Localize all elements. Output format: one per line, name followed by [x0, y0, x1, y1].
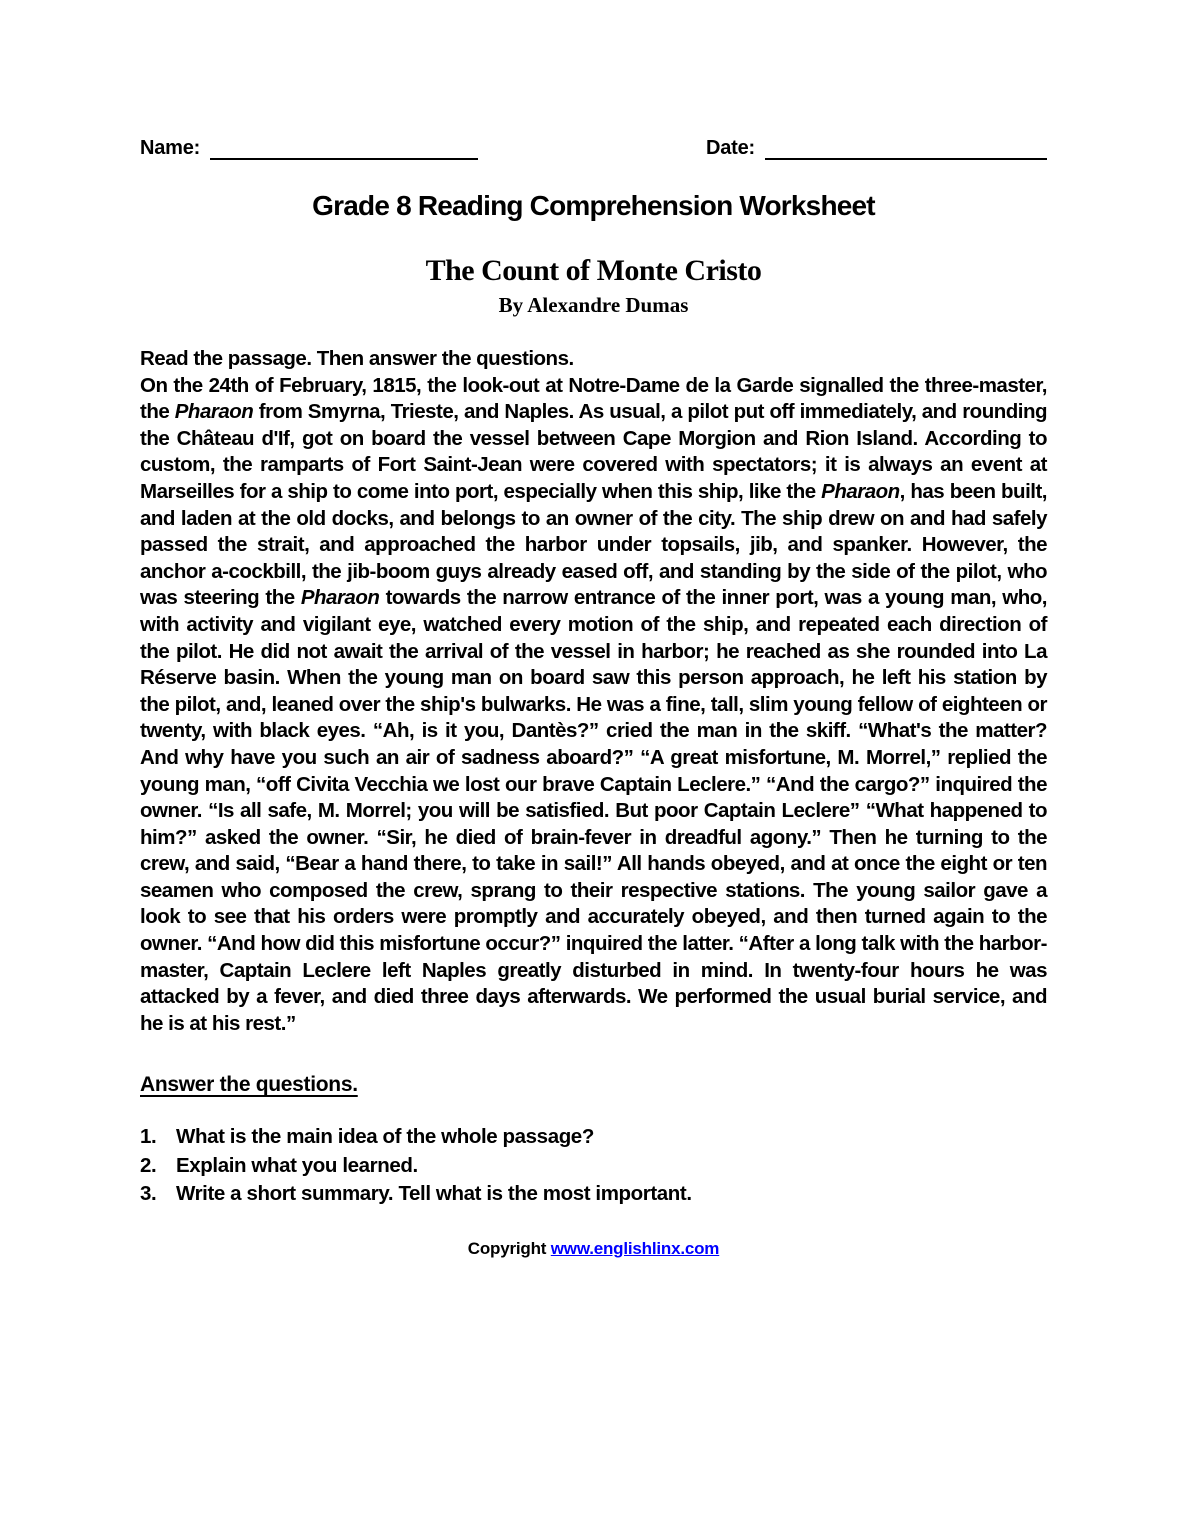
question-item-2: [140, 1152, 1047, 1181]
passage-title: The Count of Monte Cristo: [425, 254, 762, 287]
passage-text: On the 24th of February, 1815, the look-out at Notre-Dame de la Garde signalled the three-master, the Pharaon from Smyrna, Trieste, and Naples. As usual, a pilot put off immediately, and rounding the Château d'If, got on board the vessel between Cape Morgion and Rion Island. According to custom, the ramparts of Fort Saint-Jean were covered with spectators; it is always an event at Marseilles for a ship to come into port, especially when this ship, like the Pharaon, has been built, and laden at the old docks, and belongs to an owner of the city. The ship drew on and had safely passed the strait, and approached the harbor under topsails, jib, and spanker. However, the anchor a-cockbill, the jib-boom guys already eased off, and standing by the side of the pilot, who was steering the Pharaon towards the narrow entrance of the inner port, was a young man, who, with activity and vigilant eye, watched every motion of the ship, and repeated each direction of the pilot. He did not await the arrival of the vessel in harbor; he reached as she rounded into La Réserve basin. When the young man on board saw this person approach, he left his station by the pilot, and, leaned over the ship's bulwarks. He was a fine, tall, slim young fellow of eighteen or twenty, with black eyes. “Ah, is it you, Dantès?” cried the man in the skiff. “What's the matter? And why have you such an air of sadness aboard?” “A great misfortune, M. Morrel,” replied the young man, “off Civita Vecchia we lost our brave Captain Leclere.” “And the cargo?” inquired the owner. “Is all safe, M. Morrel; you will be satisfied. But poor Captain Leclere” “What happened to him?” asked the owner. “Sir, he died of brain-fever in dreadful agony.” Then he turning to the crew, and said, “Bear a hand there, to take in sail!” All hands obeyed, and at once the eight or ten seamen who composed the crew, sprang to their respective stations. The young sailor gave a look to see that his orders were promptly and accurately obeyed, and then turned again to the owner. “And how did this misfortune occur?” inquired the latter. “After a long talk with the harbor-master, Captain Leclere left Naples greatly disturbed in mind. In twenty-four hours he was attacked by a fever, and died three days afterwards. We performed the usual burial service, and he is at his rest.”: [140, 373, 1047, 1035]
date-label: Date:: [705, 137, 755, 159]
name-blank-line[interactable]: [210, 136, 478, 160]
question-text: Write a short summary. Tell what is the most important.: [176, 1182, 692, 1206]
question-item-1: [140, 1123, 1047, 1152]
copyright-label: Copyright: [467, 1238, 551, 1258]
name-label: Name:: [140, 137, 201, 159]
question-text: What is the main idea of the whole passage?: [176, 1125, 594, 1149]
question-item-3: [140, 1180, 1047, 1209]
name-field-group: [140, 136, 478, 160]
question-text: Explain what you learned.: [176, 1153, 418, 1177]
byline: By Alexandre Dumas: [498, 293, 689, 317]
question-number: 2.: [140, 1153, 157, 1177]
name-date-row: [140, 136, 1047, 160]
date-field-group: [706, 136, 1047, 160]
questions-list: [140, 1123, 1047, 1209]
date-blank-line[interactable]: [765, 136, 1047, 160]
footer: [140, 1239, 1047, 1259]
answer-questions-heading: Answer the questions.: [140, 1073, 358, 1097]
worksheet-title: Grade 8 Reading Comprehension Worksheet: [312, 190, 875, 221]
question-number: 1.: [140, 1125, 157, 1149]
copyright-link[interactable]: www.englishlinx.com: [550, 1238, 720, 1258]
instructions-text: Read the passage. Then answer the questions.: [140, 347, 574, 370]
question-number: 3.: [140, 1182, 157, 1206]
